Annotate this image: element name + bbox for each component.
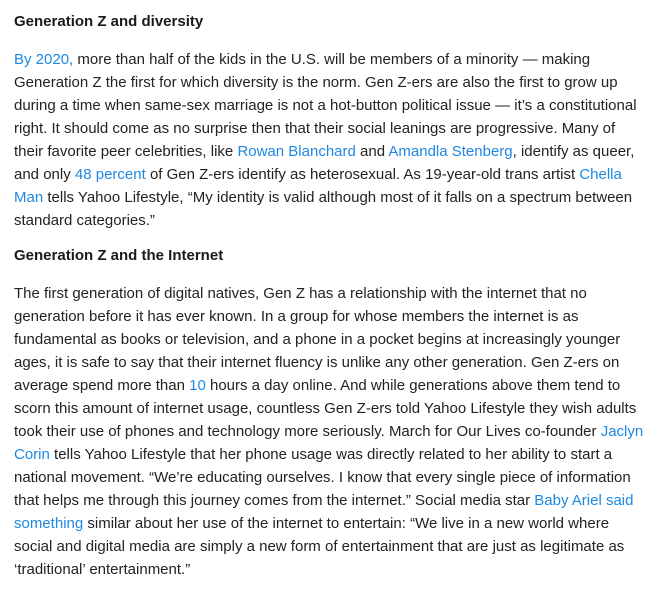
link-48-percent[interactable]: 48 percent: [74, 166, 146, 183]
link-chella-man[interactable]: Chella Man: [14, 166, 622, 206]
link-by-2020[interactable]: By 2020,: [14, 51, 74, 68]
text-run: similar about her use of the internet to entertain: “We live in a new world where social and digital media are simply a new form of entertainment that are just as legitimate as ‘traditional’ entertainment.”: [14, 515, 625, 578]
link-10-hours[interactable]: 10: [189, 377, 206, 394]
text-run: more than half of the kids in the U.S. will be members of a minority — making Generation Z the first for which diversity is the norm. Gen Z-ers are also the first to grow up during a time when same-sex marriage is not a hot-button political issue — it’s a constitutional right. It should come as no surprise then that their social leanings are progressive. Many of their favorite peer celebrities, like: [14, 51, 637, 160]
link-amandla-stenberg[interactable]: Amandla Stenberg: [388, 143, 513, 160]
section-heading-internet: Generation Z and the Internet: [14, 247, 224, 264]
text-run: and: [355, 143, 389, 160]
link-rowan-blanchard[interactable]: Rowan Blanchard: [237, 143, 356, 160]
text-run: of Gen Z-ers identify as heterosexual. As 19-year-old trans artist: [145, 166, 580, 183]
text-run: , identify as queer, and only: [14, 143, 635, 183]
text-run: tells Yahoo Lifestyle that her phone usage was directly related to her ability to start a national movement. “We’re educating ourselves. I know that every single piece of information that helps me through this journey comes from the internet.” Social media star: [14, 446, 631, 509]
text-run: hours a day online. And while generations above them tend to scorn this amount of internet usage, countless Gen Z-ers told Yahoo Lifestyle they wish adults took their use of phones and technology more seriously. March for Our Lives co-founder: [14, 377, 637, 440]
link-jaclyn-corin[interactable]: Jaclyn Corin: [14, 423, 644, 463]
paragraph-diversity: [14, 48, 646, 232]
text-run: tells Yahoo Lifestyle, “My identity is valid although most of it falls on a spectrum between standard categories.”: [14, 189, 633, 229]
text-run: The first generation of digital natives, Gen Z has a relationship with the internet that no generation before it has ever known. In a group for whose members the internet is as fundamental as books or television, and a phone in a pocket begins at increasingly younger ages, it is safe to say that their internet fluency is unlike any other generation. Gen Z-ers on average spend more than: [14, 285, 621, 394]
link-baby-ariel[interactable]: Baby Ariel said something: [14, 492, 634, 532]
section-heading-diversity: Generation Z and diversity: [14, 13, 204, 30]
paragraph-internet: [14, 282, 646, 581]
